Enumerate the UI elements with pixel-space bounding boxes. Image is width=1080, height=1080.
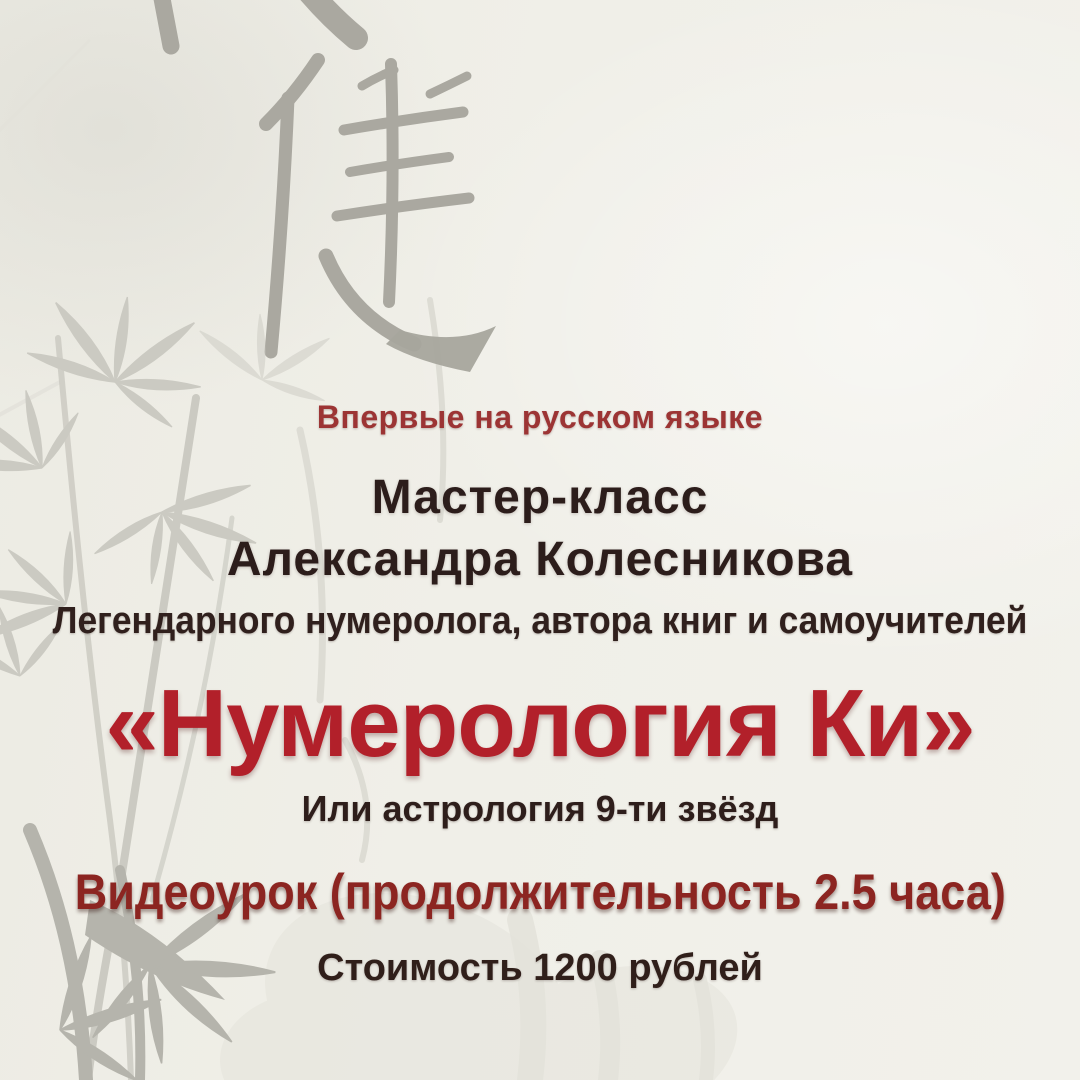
kanji-watermark-sweep bbox=[386, 326, 496, 372]
masterclass-title-line2: Александра Колесникова bbox=[226, 533, 854, 586]
masterclass-title-line1: Мастер-класс bbox=[371, 471, 709, 524]
kicker-text: Впервые на русском языке bbox=[316, 399, 764, 435]
alt-title-text: Или астрология 9-ти звёзд bbox=[301, 788, 779, 829]
leaf-cluster bbox=[198, 314, 333, 405]
format-text-inner: Видеоурок (продолжительность 2.5 часа) bbox=[74, 864, 1006, 920]
format-text bbox=[0, 864, 1080, 920]
credentials-text bbox=[0, 602, 1080, 640]
main-title: «Нумерология Ки» bbox=[105, 670, 975, 777]
kanji-watermark bbox=[160, 0, 469, 352]
credentials-text-inner: Легендарного нумеролога, автора книг и самоучителей bbox=[52, 600, 1028, 642]
price-text: Стоимость 1200 рублей bbox=[317, 947, 763, 989]
